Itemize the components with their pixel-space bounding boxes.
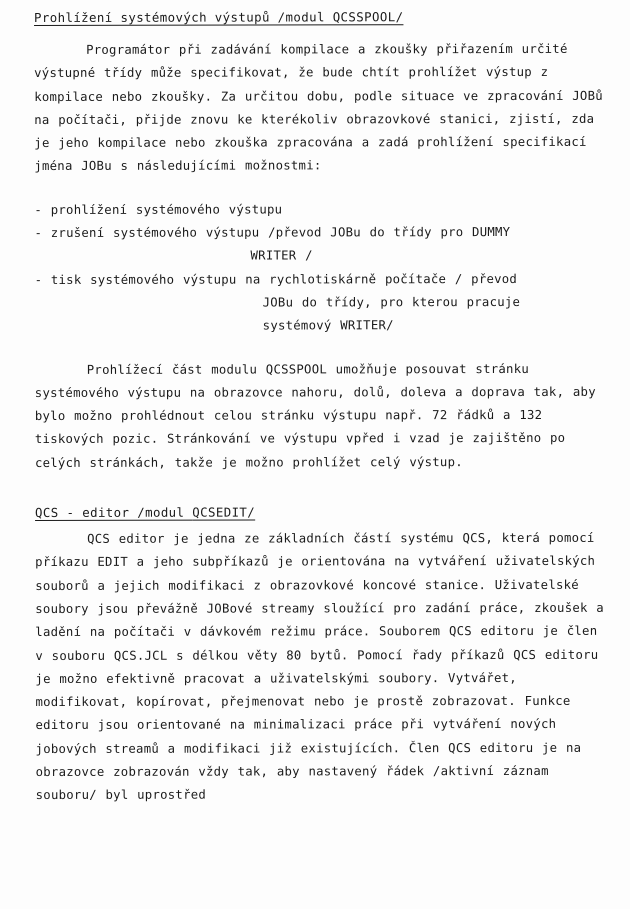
section-heading-editor-prefix: QCS - editor /modul: [35, 504, 193, 521]
paragraph-editor-intro: [35, 527, 606, 808]
spool-options-list: [34, 198, 604, 339]
spacer: [35, 337, 605, 358]
section-heading-editor: [35, 504, 605, 520]
list-item: [34, 198, 604, 222]
spacer: [34, 178, 604, 199]
list-item-text: - zrušení systémového výstupu /převod JOBu do třídy pro DUMMY: [34, 225, 511, 241]
list-item-continuation: WRITER /: [250, 248, 313, 263]
paragraph-text: Programátor při zadávání kompilace a zkoušky přiřazením určité výstupné třídy může specifikovat, že bude chtít prohlížet výstup z kompilace nebo zkoušky. Za určitou dobu, podle situace ve zpracování JOBů na počítači, přijde znovu ke kterékoliv obrazovkové stanici, zjistí, zda je jeho kompilace nebo zkouška zpracována a zadá prohlížení specifikací jména JOBu s následujícími možnostmi:: [34, 41, 603, 174]
paragraph-spool-browsing: [35, 357, 605, 475]
list-item-continuation: JOBu do třídy, pro kterou pracuje: [262, 294, 521, 310]
list-item-text: - tisk systémového výstupu na rychlotiskárně počítače / převod: [34, 271, 518, 287]
paragraph-text: Prohlížecí část modulu QCSSPOOL umožňuje posouvat stránku systémového výstupu na obrazovce nahoru, dolů, doleva a doprava tak, aby bylo možno prohlédnout celou stránku výstupu např. 72 řádků a 132 tiskových pozic. Stránkování ve výstupu vpřed i vzad je zajištěno po celých stránkách, takže je možno prohlížet celý výstup.: [34, 361, 596, 470]
list-item: [34, 221, 604, 269]
section-heading-spool: Prohlížení systémových výstupů /modul QCSSPOOL/: [34, 9, 404, 25]
paragraph-text: QCS editor je jedna ze základních částí systému QCS, která pomocí příkazu EDIT a jeho subpříkazů je orientována na vytváření uživatelských souborů a jejich modifikaci z obrazovkové koncové stanice. Uživatelské soubory jsou převážně JOBové streamy sloužící pro zadání práce, zkoušek a ladění na počítači v dávkovém režimu práce. Souborem QCS editoru je člen v souboru QCS.JCL s délkou věty 80 bytů. Pomocí řady příkazů QCS editoru je možno efektivně pracovat a uživatelskými soubory. Vytvářet, modifikovat, kopírovat, přejmenovat nebo je prostě zobrazovat. Funkce editoru jsou orientované na minimalizaci práce při vytváření nových jobových streamů a modifikaci již existujících. Člen QCS editoru je na obrazovce zobrazován vždy tak, aby nastavený řádek /aktivní záznam souboru/ byl uprostřed: [35, 530, 604, 803]
spacer: [35, 474, 605, 505]
document-content: [34, 9, 606, 808]
paragraph-spool-intro: [34, 38, 604, 179]
list-item-text: - prohlížení systémového výstupu: [34, 202, 283, 217]
list-item: [35, 267, 605, 338]
section-heading-editor-module: QCSEDIT/: [192, 504, 256, 520]
list-item-continuation-2: systémový WRITER/: [262, 318, 394, 333]
